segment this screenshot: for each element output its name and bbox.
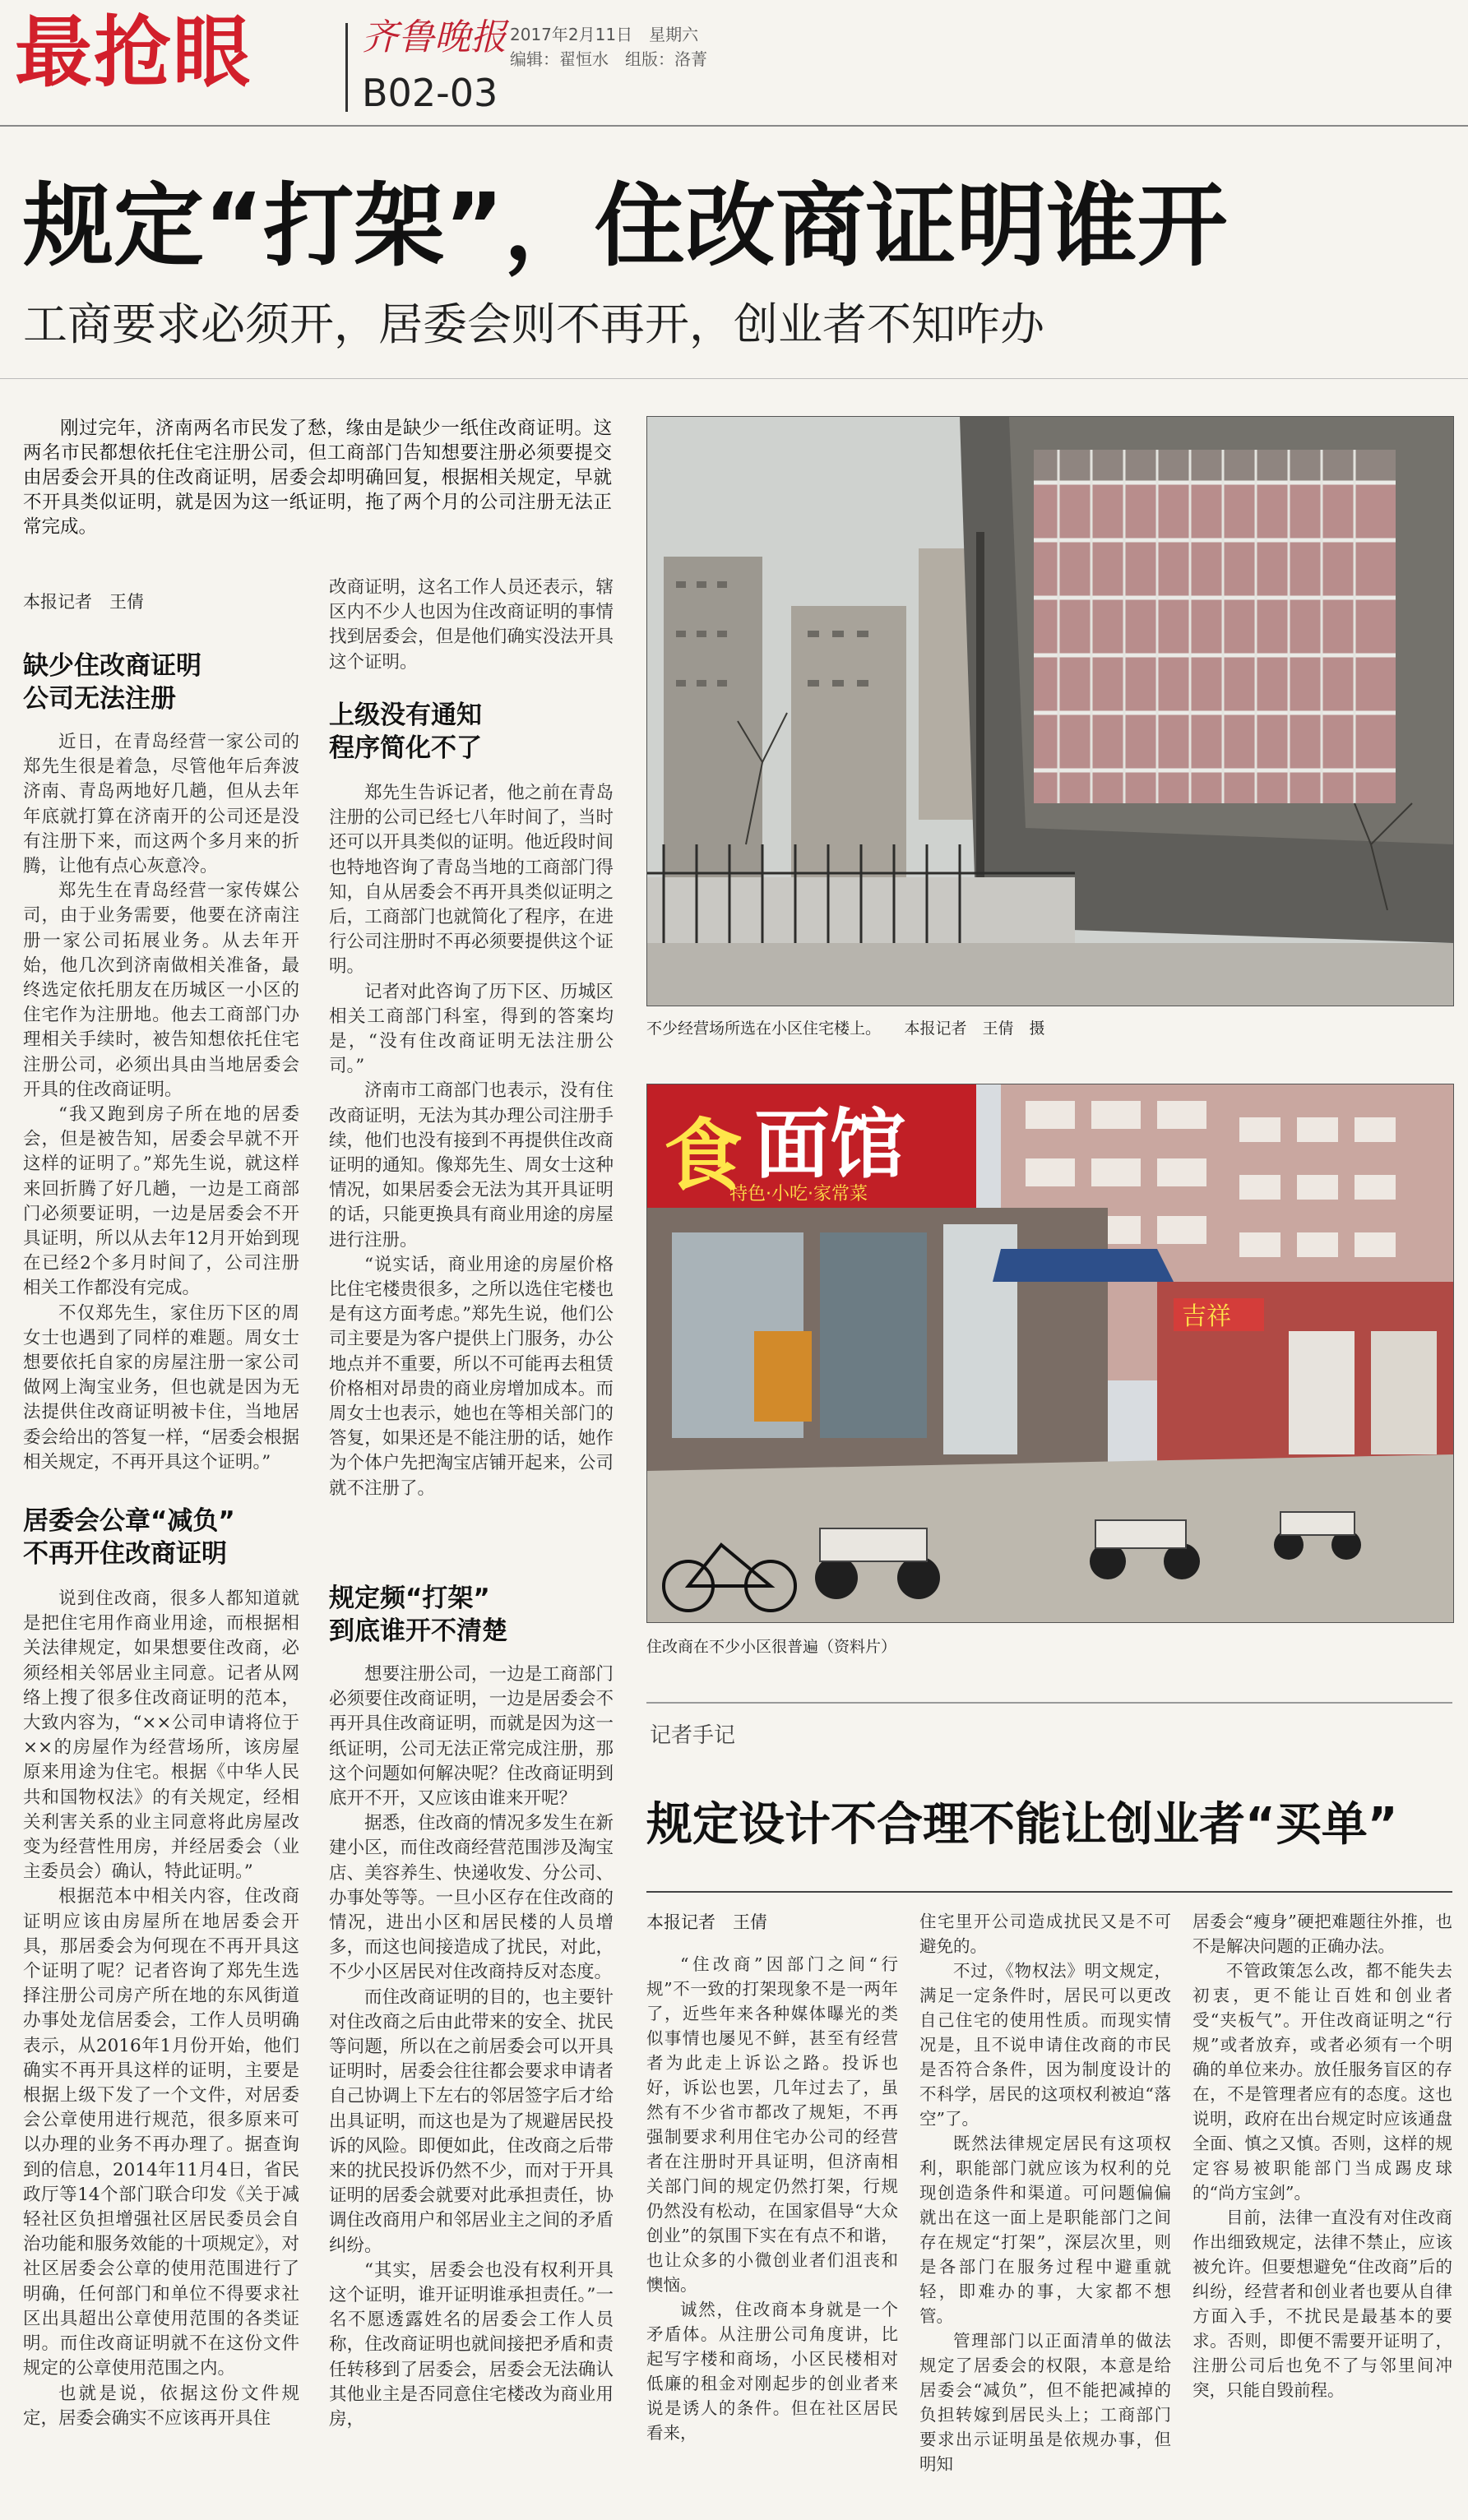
sign-small-text: 特色·小吃·家常菜 (729, 1184, 868, 1205)
date-line: 2017年2月11日 星期六 (510, 25, 699, 44)
paragraph: 说到住改商，很多人都知道就是把住宅用作商业用途，而根据相关法律规定，如果想要住改商，必须经相关邻居业主同意。记者从网络上搜了很多住改商证明的范本，大致内容为，“××公司申请将位于××的房屋作为经营场所，该房屋原来用途为住宅。根据《中华人民共和国物权法》的有关规定，经相关利害关系的业主同意将此房屋改变为经营性用房，并经居委会（业主委员会）确认，特此证明。” (23, 1588, 299, 1883)
photo2-caption: 住改商在不少小区很普遍（资料片） (646, 1638, 897, 1656)
paragraph: 据悉，住改商的情况多发生在新建小区，而住改商经营范围涉及淘宝店、美容养生、快递收发、分公司、办事处等等。一旦小区存在住改商的情况，进出小区和居民楼的人员增多，而这也间接造成了扰民，对此，不少小区居民对住改商持反对态度。 (329, 1813, 614, 1983)
subhead-line: 上级没有通知 (329, 701, 482, 730)
header-rule (0, 125, 1468, 127)
paragraph: 记者对此咨询了历下区、历城区相关工商部门科室，得到的答案均是，“没有住改商证明无法注册公司。” (329, 981, 614, 1077)
paragraph: 根据范本中相关内容，住改商证明应该由房屋所在地居委会开具，那居委会为何现在不再开具这个证明了呢？记者咨询了郑先生选择注册公司房产所在地的东风街道办事处龙信居委会，工作人员明确表示，从2016年1月份开始，他们确实不再开具这样的证明，主要是根据上级下发了一个文件，对居委会公章使用进行规范，很多原来可以办理的业务不再办理了。据查询到的信息，2014年11月4日，省民政厅等14个部门联合印发《关于减轻社区负担增强社区居民委员会自治功能和服务效能的十项规定》，对社区居委会公章的使用范围进行了明确，任何部门和单位不得要求社区出具超出公章使用范围的各类证明。而住改商证明就不在这份文件规定的公章使用范围之内。 (23, 1886, 299, 2379)
essay-top-rule (646, 1702, 1452, 1704)
byline: 本报记者 王倩 (23, 592, 144, 612)
col1-body-2 (23, 1587, 299, 2506)
subhead-line: 到底谁开不清楚 (329, 1616, 507, 1646)
paragraph: 住宅里开公司造成扰民又是不可避免的。 (919, 1912, 1171, 1956)
section-title: 最抢眼 (15, 8, 252, 98)
sign-main-text: 面馆 (754, 1101, 906, 1189)
col1-subhead-2 (23, 1505, 235, 1570)
paragraph: “住改商”因部门之间“行规”不一致的打架现象不是一两年了，近些年来各种媒体曝光的类似事情也屡见不鲜，甚至有经营者为此走上诉讼之路。投诉也好，诉讼也罢，几年过去了，虽然有不少省市都改了规矩，不再强制要求利用住宅办公司的经营者在注册时开具证明，但济南相关部门间的规定仍然打架，行规仍然没有松动，在国家倡导“大众创业”的氛围下实在有点不和谐，也让众多的小微创业者们沮丧和懊恼。 (646, 1954, 898, 2295)
paragraph: 诚然，住改商本身就是一个矛盾体。从注册公司角度讲，比起写字楼和商场，小区民楼相对低廉的租金对刚起步的创业者来说是诱人的条件。但在社区居民看来， (646, 2300, 898, 2443)
essay-col-1 (646, 1952, 898, 2511)
essay-col-2 (919, 1909, 1171, 2511)
essay-col-3 (1192, 1909, 1452, 2511)
col2-subhead-1 (329, 699, 482, 765)
sub-headline: 工商要求必须开，居委会则不再开，创业者不知咋办 (23, 298, 1044, 350)
paragraph: “其实，居委会也没有权利开具这个证明，谁开证明谁承担责任。”一名不愿透露姓名的居委会工作人员称，住改商证明也就间接把矛盾和责任转移到了居委会，居委会无法确认其他业主是否同意住宅楼改为商业用房， (329, 2259, 614, 2430)
newspaper-logo: 齐鲁晚报 (362, 16, 507, 58)
paragraph: 郑先生在青岛经营一家传媒公司，由于业务需要，他要在济南注册一家公司拓展业务。从去年开始，他几次到济南做相关准备，最终选定依托朋友在历城区一小区的住宅作为注册地。他去工商部门办理相关手续时，被告知想依托住宅注册公司，必须出具由当地居委会开具的住改商证明。 (23, 881, 299, 1100)
col1-subhead-1 (23, 650, 201, 715)
paragraph: 近日，在青岛经营一家公司的郑先生很是着急，尽管他年后奔波济南、青岛两地好几趟，但从去年年底就打算在济南开的公司还是没有注册下来，而这两个多月来的折腾，让他有点心灰意冷。 (23, 732, 299, 877)
photo-residential-building-art (647, 417, 1453, 1006)
paragraph: 也就是说，依据这份文件规定，居委会确实不应该再开具住 (23, 2383, 299, 2429)
main-headline: 规定“打架”，住改商证明谁开 (23, 173, 1228, 279)
subhead-line: 居委会公章“减负” (23, 1506, 235, 1536)
col1-body-1 (23, 730, 299, 1528)
photo1-caption: 不少经营场所选在小区住宅楼上。 本报记者 王倩 摄 (646, 1020, 1045, 1038)
paragraph: 想要注册公司，一边是工商部门必须要住改商证明，一边是居委会不再开具住改商证明，而就是因为这一纸证明，公司无法正常完成注册，那这个问题如何解决呢？住改商证明到底开不开，又应该由谁来开呢？ (329, 1664, 614, 1810)
lead-paragraph: 刚过完年，济南两名市民发了愁，缘由是缺少一纸住改商证明。这两名市民都想依托住宅注册公司，但工商部门告知想要注册必须要提交由居委会开具的住改商证明，居委会却明确回复，根据相关规定，早就不开具类似证明，就是因为这一纸证明，拖了两个月的公司注册无法正常完成。 (23, 418, 612, 538)
paragraph: 既然法律规定居民有这项权利，职能部门就应该为权利的兑现创造条件和渠道。可问题偏偏就出在这一面上是职能部门之间存在规定“打架”，深层次里，则是各部门在服务过程中避重就轻，即难办的事，大家都不想管。 (919, 2134, 1171, 2326)
essay-title-rule (646, 1891, 1452, 1893)
paragraph: “说实话，商业用途的房屋价格比住宅楼贵很多，之所以选住宅楼也是有这方面考虑。”郑先生说，他们公司主要是为客户提供上门服务，办公地点并不重要，所以不可能再去租赁价格相对昂贵的商业房增加成本。而周女士也表示，她也在等相关部门的答复，如果还是不能注册的话，她作为个体户先把淘宝店铺开起来，公司就不注册了。 (329, 1254, 614, 1499)
essay-tag: 记者手记 (650, 1723, 736, 1748)
sign-side-text: 吉祥 (1182, 1302, 1231, 1331)
col2-subhead-2 (329, 1582, 507, 1648)
photo-street-shops-art (647, 1084, 1453, 1622)
subhead-line: 缺少住改商证明 (23, 651, 201, 681)
col2-body-2 (329, 1662, 614, 2506)
paragraph: 目前，法律一直没有对住改商作出细致规定，法律不禁止，应该被允许。但要想避免“住改商”后的纠纷，经营者和创业者也要从自律方面入手，不扰民是最基本的要求。否则，即便不需要开证明了，注册公司后也免不了与邻里间冲突，只能自毁前程。 (1192, 2208, 1452, 2400)
subhead-line: 程序简化不了 (329, 733, 482, 763)
subhead-line: 不再开住改商证明 (23, 1539, 227, 1569)
sign-left-char: 食 (664, 1110, 743, 1202)
paragraph: 居委会“瘦身”硬把难题往外推，也不是解决问题的正确办法。 (1192, 1912, 1452, 1956)
paragraph: 济南市工商部门也表示，没有住改商证明，无法为其办理公司注册手续，他们也没有接到不再提供住改商证明的通知。像郑先生、周女士这种情况，如果居委会无法为其开具证明的话，只能更换具有商业用途的房屋进行注册。 (329, 1080, 614, 1251)
header-divider (345, 23, 348, 112)
col2-body-0 (329, 576, 614, 701)
editor-line: 编辑：翟恒水 组版：洛菁 (510, 49, 707, 69)
paragraph: 不过，《物权法》明文规定，满足一定条件时，居民可以更改自己住宅的使用性质。而现实情况是，且不说申请住改商的市民是否符合条件，因为制度设计的不科学，居民的这项权利被迫“落空”了。 (919, 1961, 1171, 2129)
page-code: B02-03 (362, 71, 498, 115)
paragraph: “我又跑到房子所在地的居委会，但是被告知，居委会早就不开这样的证明了。”郑先生说，就这样来回折腾了好几趟，一边是工商部门必须要证明，一边是居委会不开具证明，所以从去年12月开始到现在已经2个多月时间了，公司注册相关工作都没有完成。 (23, 1104, 299, 1299)
photo-street-shops (646, 1084, 1454, 1623)
subhead-line: 公司无法注册 (23, 684, 176, 714)
paragraph: 郑先生告诉记者，他之前在青岛注册的公司已经七八年时间了，当时还可以开具类似的证明。他近段时间也特地咨询了青岛当地的工商部门得知，自从居委会不再开具类似证明之后，工商部门也就简化了程序，在进行公司注册时不再必须要提供这个证明。 (329, 783, 614, 978)
paragraph: 不管政策怎么改，都不能失去初衷，更不能让百姓和创业者受“夹板气”。开住改商证明之“行规”或者放弃，或者必须有一个明确的单位来办。放任服务盲区的存在，不是管理者应有的态度。这也说明，政府在出台规定时应该通盘全面、慎之又慎。否则，这样的规定容易被职能部门当成踢皮球的“尚方宝剑”。 (1192, 1961, 1452, 2203)
col2-body-1 (329, 781, 614, 1579)
photo-residential-building (646, 416, 1454, 1006)
essay-title: 规定设计不合理不能让创业者“买单” (646, 1798, 1398, 1852)
paragraph: 改商证明，这名工作人员还表示，辖区内不少人也因为住改商证明的事情找到居委会，但是他们确实没法开具这个证明。 (329, 577, 614, 673)
subhead-line: 规定频“打架” (329, 1584, 490, 1613)
paragraph: 管理部门以正面清单的做法规定了居委会的权限，本意是给居委会“减负”，但不能把减掉的负担转嫁到居民头上；工商部门要求出示证明虽是依规办事，但明知 (919, 2331, 1171, 2474)
paragraph: 不仅郑先生，家住历下区的周女士也遇到了同样的难题。周女士想要依托自家的房屋注册一家公司做网上淘宝业务，但也就是因为无法提供住改商证明被卡住，当地居委会给出的答复一样，“居委会根据相关规定，不再开具这个证明。” (23, 1302, 299, 1473)
subheadline-rule (0, 378, 1468, 379)
paragraph: 而住改商证明的目的，也主要针对住改商之后由此带来的安全、扰民等问题，所以在之前居委会可以开具证明时，居委会往往都会要求申请者自己协调上下左右的邻居签字后才给出具证明，而这也是为了规避居民投诉的风险。即便如此，住改商之后带来的扰民投诉仍然不少，而对于开具证明的居委会就要对此承担责任，协调住改商用户和邻居业主之间的矛盾纠纷。 (329, 1986, 614, 2256)
essay-byline: 本报记者 王倩 (646, 1912, 767, 1932)
